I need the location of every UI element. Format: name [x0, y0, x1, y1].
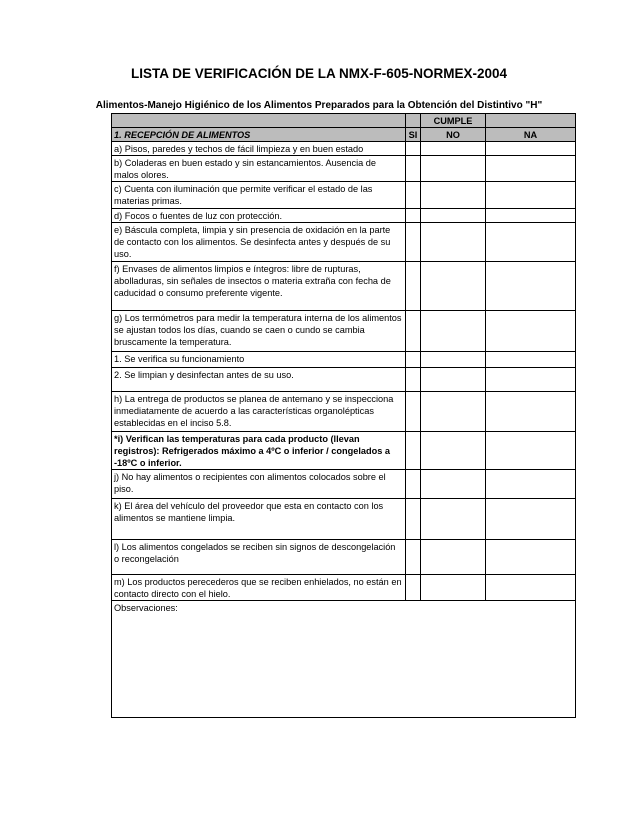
checkbox-no[interactable]: [421, 540, 486, 575]
column-header-si: SI: [406, 128, 421, 142]
header-row-columns: [112, 128, 576, 142]
checkbox-si[interactable]: [406, 575, 421, 601]
checkbox-na[interactable]: [486, 470, 576, 499]
item-text: f) Envases de alimentos limpios e íntegros: libre de rupturas, abolladuras, sin señales de insectos o materia extraña con fecha de caducidad o consumo preferente vigente.: [112, 262, 406, 311]
checkbox-no[interactable]: [421, 499, 486, 540]
header-blank-cell: [406, 114, 421, 128]
checkbox-na[interactable]: [486, 392, 576, 432]
checkbox-no[interactable]: [421, 223, 486, 262]
checkbox-no[interactable]: [421, 432, 486, 470]
item-text: a) Pisos, paredes y techos de fácil limpieza y en buen estado: [112, 142, 406, 156]
checkbox-na[interactable]: [486, 142, 576, 156]
item-text: b) Coladeras en buen estado y sin estancamientos. Ausencia de malos olores.: [112, 156, 406, 182]
checkbox-si[interactable]: [406, 540, 421, 575]
item-text: k) El área del vehículo del proveedor que esta en contacto con los alimentos se mantiene limpia.: [112, 499, 406, 540]
table-row: [112, 142, 576, 156]
table-row: [112, 575, 576, 601]
item-text: g) Los termómetros para medir la temperatura interna de los alimentos se ajustan todos los días, cuando se caen o cundo se cambia bruscamente la temperatura.: [112, 311, 406, 352]
table-row: [112, 368, 576, 392]
item-text: l) Los alimentos congelados se reciben sin signos de descongelación o recongelación: [112, 540, 406, 575]
checkbox-na[interactable]: [486, 352, 576, 368]
header-blank-cell: [486, 114, 576, 128]
table-row: [112, 182, 576, 209]
checkbox-no[interactable]: [421, 575, 486, 601]
checkbox-na[interactable]: [486, 262, 576, 311]
section-title: 1. RECEPCIÓN DE ALIMENTOS: [112, 128, 406, 142]
table-row: [112, 540, 576, 575]
checkbox-si[interactable]: [406, 262, 421, 311]
checkbox-no[interactable]: [421, 182, 486, 209]
checkbox-si[interactable]: [406, 499, 421, 540]
checkbox-no[interactable]: [421, 262, 486, 311]
observations-field[interactable]: Observaciones:: [112, 601, 576, 718]
checkbox-na[interactable]: [486, 311, 576, 352]
table-row: [112, 432, 576, 470]
cumple-header: CUMPLE: [421, 114, 486, 128]
item-text: 2. Se limpian y desinfectan antes de su uso.: [112, 368, 406, 392]
table-row: [112, 470, 576, 499]
column-header-no: NO: [421, 128, 486, 142]
table-row: [112, 352, 576, 368]
table-row: [112, 311, 576, 352]
item-text: h) La entrega de productos se planea de antemano y se inspecciona inmediatamente de acuerdo a las características organolépticas establecidas en el inciso 5.8.: [112, 392, 406, 432]
checkbox-si[interactable]: [406, 470, 421, 499]
checkbox-no[interactable]: [421, 368, 486, 392]
checkbox-si[interactable]: [406, 223, 421, 262]
table-row: [112, 262, 576, 311]
checkbox-no[interactable]: [421, 209, 486, 223]
table-row: [112, 392, 576, 432]
item-text: 1. Se verifica su funcionamiento: [112, 352, 406, 368]
item-text: e) Báscula completa, limpia y sin presencia de oxidación en la parte de contacto con los alimentos. Se desinfecta antes y después de su uso.: [112, 223, 406, 262]
checkbox-na[interactable]: [486, 223, 576, 262]
document-title: LISTA DE VERIFICACIÓN DE LA NMX-F-605-NORMEX-2004: [130, 66, 508, 81]
checkbox-no[interactable]: [421, 392, 486, 432]
checkbox-no[interactable]: [421, 352, 486, 368]
checkbox-si[interactable]: [406, 182, 421, 209]
checkbox-si[interactable]: [406, 432, 421, 470]
checkbox-si[interactable]: [406, 142, 421, 156]
checkbox-na[interactable]: [486, 156, 576, 182]
checkbox-si[interactable]: [406, 209, 421, 223]
checklist-table: [111, 113, 576, 718]
table-row: [112, 209, 576, 223]
item-text: c) Cuenta con iluminación que permite verificar el estado de las materias primas.: [112, 182, 406, 209]
checkbox-si[interactable]: [406, 352, 421, 368]
item-text: j) No hay alimentos o recipientes con alimentos colocados sobre el piso.: [112, 470, 406, 499]
checkbox-si[interactable]: [406, 311, 421, 352]
checkbox-si[interactable]: [406, 368, 421, 392]
checkbox-si[interactable]: [406, 156, 421, 182]
header-blank-cell: [112, 114, 406, 128]
checkbox-no[interactable]: [421, 311, 486, 352]
column-header-na: NA: [486, 128, 576, 142]
table-row: [112, 156, 576, 182]
item-text: m) Los productos perecederos que se reciben enhielados, no están en contacto directo con el hielo.: [112, 575, 406, 601]
checkbox-na[interactable]: [486, 432, 576, 470]
checkbox-na[interactable]: [486, 540, 576, 575]
checkbox-na[interactable]: [486, 209, 576, 223]
checkbox-na[interactable]: [486, 368, 576, 392]
document-subtitle: Alimentos-Manejo Higiénico de los Alimentos Preparados para la Obtención del Distintivo "H": [95, 100, 543, 111]
header-row-cumple: [112, 114, 576, 128]
observations-row: [112, 601, 576, 718]
checkbox-no[interactable]: [421, 142, 486, 156]
item-text: *i) Verifican las temperaturas para cada producto (llevan registros): Refrigerados máximo a 4ºC o inferior / congelados a -18ºC o inferior.: [112, 432, 406, 470]
checkbox-no[interactable]: [421, 156, 486, 182]
checkbox-na[interactable]: [486, 499, 576, 540]
checkbox-na[interactable]: [486, 575, 576, 601]
checkbox-no[interactable]: [421, 470, 486, 499]
checkbox-na[interactable]: [486, 182, 576, 209]
table-row: [112, 223, 576, 262]
item-text: d) Focos o fuentes de luz con protección.: [112, 209, 406, 223]
checkbox-si[interactable]: [406, 392, 421, 432]
table-row: [112, 499, 576, 540]
